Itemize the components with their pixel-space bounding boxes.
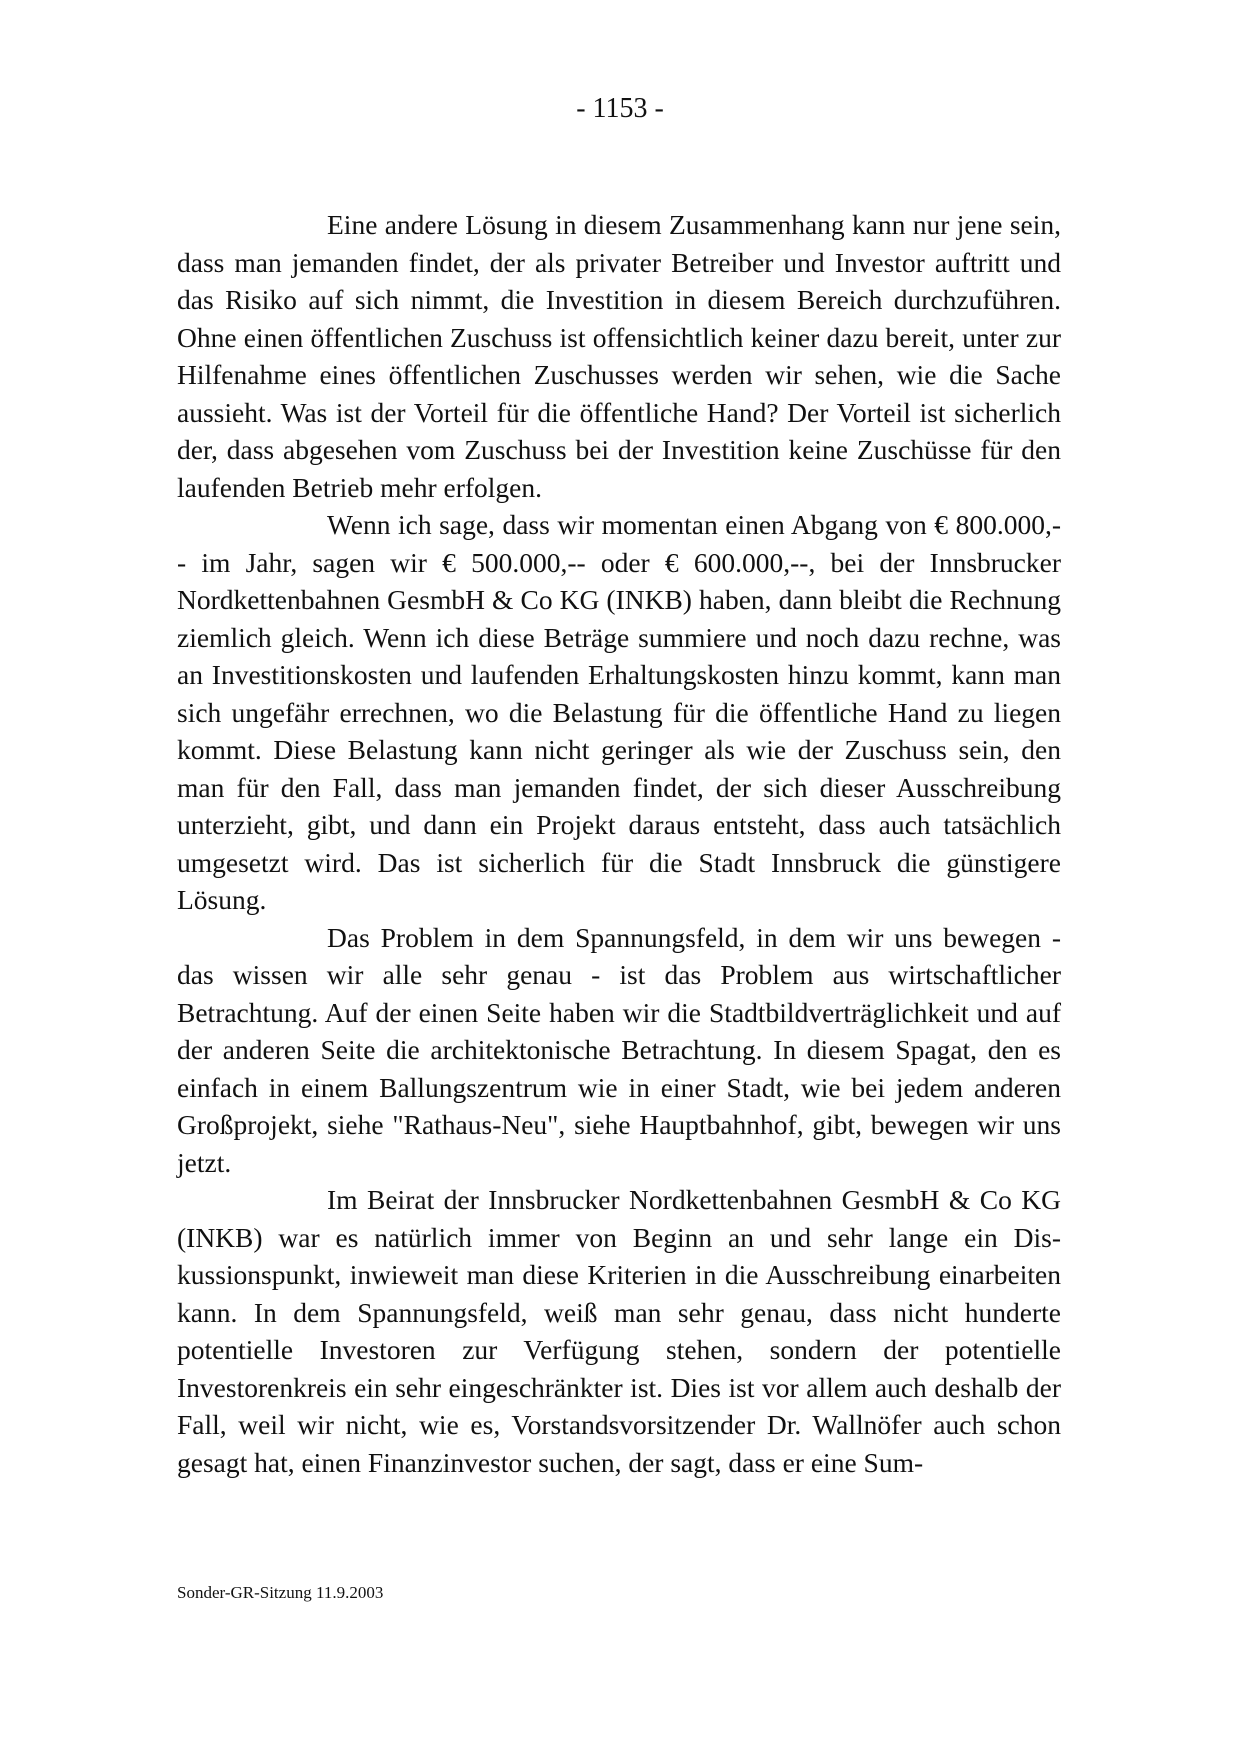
body-text [177, 206, 1061, 1481]
footer-session-label: Sonder-GR-Sitzung 11.9.2003 [177, 1583, 384, 1602]
paragraph: Eine andere Lösung in diesem Zusammenhang kann nur jene sein, dass man jemanden findet, der als privater Betreiber und Investor auftritt und das Risiko auf sich nimmt, die Investition in diesem Bereich durchzuführen. Ohne einen öffentlichen Zuschuss ist offensichtlich keiner dazu bereit, unter zur Hilfenahme eines öffentlichen Zuschusses werden wir sehen, wie die Sache aussieht. Was ist der Vorteil für die öffentliche Hand? Der Vorteil ist sicherlich der, dass abgesehen vom Zuschuss bei der Investition keine Zuschüsse für den laufenden Betrieb mehr erfolgen. [177, 209, 1061, 503]
paragraph: Im Beirat der Innsbrucker Nordkettenbahnen GesmbH & Co KG (INKB) war es natürlich immer von Beginn an und sehr lange ein Diskussionspunkt, inwieweit man diese Kriterien in die Ausschreibung einarbeiten kann. In dem Spannungsfeld, weiß man sehr genau, dass nicht hunderte potentielle Investoren zur Verfügung stehen, sondern der potentielle Investorenkreis ein sehr eingeschränkter ist. Dies ist vor allem auch deshalb der Fall, weil wir nicht, wie es, Vorstandsvorsitzender Dr. Wallnöfer auch schon gesagt hat, einen Finanzinvestor suchen, der sagt, dass er eine Sum- [177, 1184, 1061, 1478]
paragraph: Das Problem in dem Spannungsfeld, in dem wir uns bewegen - das wissen wir alle sehr genau - ist das Problem aus wirtschaftlicher Betrachtung. Auf der einen Seite haben wir die Stadtbildverträglichkeit und auf der anderen Seite die architektonische Betrachtung. In diesem Spagat, den es einfach in einem Ballungszentrum wie in einer Stadt, wie bei jedem anderen Großprojekt, siehe "Rathaus-Neu", siehe Hauptbahnhof, gibt, bewegen wir uns jetzt. [177, 921, 1061, 1178]
page-number: - 1153 - [576, 93, 664, 124]
paragraph: Wenn ich sage, dass wir momentan einen Abgang von € 800.000,-- im Jahr, sagen wir € 500.000,-- oder € 600.000,--, bei der Innsbrucker Nordkettenbahnen GesmbH & Co KG (INKB) haben, dann bleibt die Rechnung ziemlich gleich. Wenn ich diese Beträge summiere und noch dazu rechne, was an Investitionskosten und laufenden Erhaltungskosten hinzu kommt, kann man sich ungefähr errechnen, wo die Belastung für die öffentliche Hand zu liegen kommt. Diese Belastung kann nicht geringer als wie der Zuschuss sein, den man für den Fall, dass man jemanden findet, der sich dieser Ausschreibung unterzieht, gibt, und dann ein Projekt daraus entsteht, dass auch tatsächlich umgesetzt wird. Das ist sicherlich für die Stadt Innsbruck die günstigere Lösung. [177, 509, 1061, 915]
